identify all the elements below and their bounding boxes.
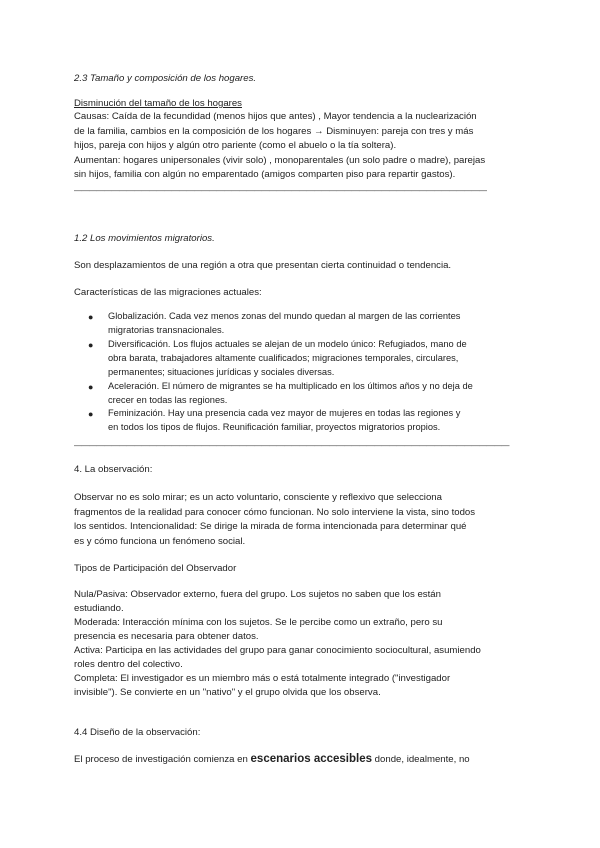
paragraph-line <box>74 752 470 768</box>
section-1-2-intro: Son desplazamientos de una región a otra que presentan cierta continuidad o tendencia. <box>74 260 452 271</box>
bullet-dot: ● <box>88 409 94 419</box>
section-2-3-title: 2.3 Tamaño y composición de los hogares. <box>74 73 257 84</box>
paragraph-line: hijos, pareja con hijos y algún otro pariente (como el abuelo o la tía soltera). <box>74 140 397 151</box>
text-run: donde, idealmente, no <box>372 754 470 765</box>
paragraph-line: fragmentos de la realidad para conocer cómo funcionan. No solo interviene la vista, sino todos <box>74 506 476 518</box>
bullet-dot: ● <box>88 382 94 392</box>
paragraph-line: es y cómo funciona un fenómeno social. <box>74 535 246 547</box>
paragraph-line: Observar no es solo mirar; es un acto voluntario, consciente y reflexivo que selecciona <box>74 492 442 503</box>
bullet-line: obra barata, trabajadores altamente cualificados; migraciones temporales, circulares, <box>108 353 459 363</box>
section-4-4-title: 4.4 Diseño de la observación: <box>74 727 201 738</box>
paragraph-line: Causas: Caída de la fecundidad (menos hijos que antes) , Mayor tendencia a la nuclearización <box>74 111 477 122</box>
bullet-line: migratorias transnacionales. <box>108 325 225 335</box>
bold-text-run: escenarios accesibles <box>250 753 373 765</box>
list-heading: Características de las migraciones actuales: <box>74 287 262 298</box>
section-2-3-subtitle: Disminución del tamaño de los hogares <box>74 98 242 109</box>
section-4-title: 4. La observación: <box>74 464 153 475</box>
bullet-line: en todos los tipos de flujos. Reunificación familiar, proyectos migratorios propios. <box>108 422 441 432</box>
bullet-line: crecer en todas las regiones. <box>108 395 228 405</box>
bullet-dot: ● <box>88 340 94 350</box>
bullet-line: permanentes; situaciones jurídicas y sociales diversas. <box>108 367 335 377</box>
types-heading: Tipos de Participación del Observador <box>74 563 237 574</box>
paragraph-line: los sentidos. Intencionalidad: Se dirige la mirada de forma intencionada para determinar qué <box>74 521 467 532</box>
paragraph-line: invisible"). Se convierte en un "nativo" y el grupo olvida que los observa. <box>74 687 381 698</box>
section-divider: —————————————————————————————————————————————————————————— <box>74 441 509 450</box>
paragraph-line: Activa: Participa en las actividades del grupo para ganar conocimiento sociocultural, asumiendo <box>74 645 481 656</box>
section-divider: ——————————————————————————————————————————————————————— <box>74 186 487 195</box>
paragraph-line: de la familia, cambios en la composición de los hogares → Disminuyen: pareja con tres y más <box>74 125 474 137</box>
paragraph-line: sin hijos, familia con algún no emparentado (amigos comparten piso para repartir gastos). <box>74 169 456 180</box>
bullet-line: Feminización. Hay una presencia cada vez mayor de mujeres en todas las regiones y <box>108 408 461 418</box>
paragraph-line: Completa: El investigador es un miembro más o está totalmente integrado ("investigador <box>74 673 451 684</box>
bullet-dot: ● <box>88 312 94 322</box>
text-run: El proceso de investigación comienza en <box>74 754 251 765</box>
paragraph-line: estudiando. <box>74 603 124 614</box>
paragraph-line: Aumentan: hogares unipersonales (vivir solo) , monoparentales (un solo padre o madre), parejas <box>74 154 486 166</box>
paragraph-line: presencia es necesaria para obtener datos. <box>74 631 259 642</box>
bullet-line: Aceleración. El número de migrantes se ha multiplicado en los últimos años y no deja de <box>108 381 473 391</box>
paragraph-line: Moderada: Interacción mínima con los sujetos. Se le percibe como un extraño, pero su <box>74 617 443 628</box>
bullet-line: Diversificación. Los flujos actuales se alejan de un modelo único: Refugiados, mano de <box>108 339 467 349</box>
section-1-2-title: 1.2 Los movimientos migratorios. <box>74 233 215 244</box>
bullet-line: Globalización. Cada vez menos zonas del mundo quedan al margen de las corrientes <box>108 311 461 321</box>
paragraph-line: roles dentro del colectivo. <box>74 659 183 670</box>
paragraph-line: Nula/Pasiva: Observador externo, fuera del grupo. Los sujetos no saben que los están <box>74 589 441 600</box>
